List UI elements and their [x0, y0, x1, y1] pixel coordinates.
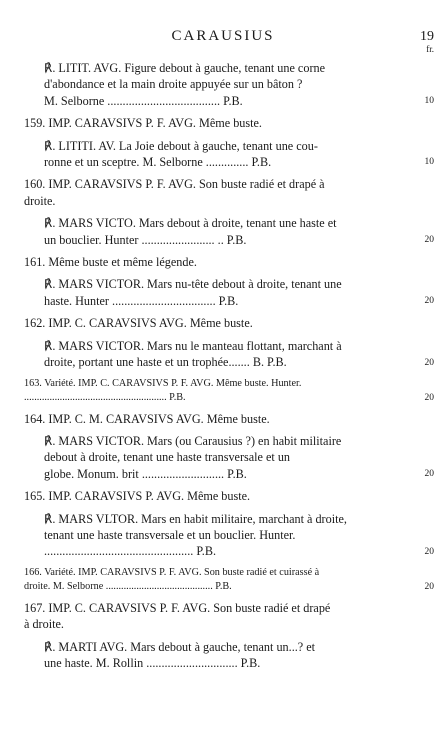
- entry-line: droite. M. Selborne .......................................... P.B.: [24, 580, 232, 592]
- price: 20: [424, 357, 434, 368]
- entry-line: ℟. MARS VICTOR. Mars (ou Carausius ?) en habit militaire: [44, 433, 342, 448]
- price: 20: [424, 546, 434, 557]
- entry-line: 162. IMP. C. CARAVSIVS AVG. Même buste.: [24, 316, 253, 331]
- reverse-entry: [24, 511, 434, 560]
- entry-line: un bouclier. Hunter ........................ .. P.B.: [44, 232, 247, 247]
- price: 20: [424, 581, 434, 592]
- entry-line: ℟. LITIT. AVG. Figure debout à gauche, tenant une corne: [44, 61, 325, 75]
- catalogue-entry: [24, 566, 434, 594]
- reverse-entry: [24, 639, 402, 672]
- price: 20: [424, 469, 434, 480]
- price: 20: [424, 235, 434, 246]
- entry-line: 164. IMP. C. M. CARAVSIVS AVG. Même buste.: [24, 411, 270, 426]
- entry-line: à droite.: [24, 617, 64, 632]
- entry-line: ........................................................ P.B.: [24, 391, 186, 403]
- entry-line: 163. Variété. IMP. C. CARAVSIVS P. F. AVG. Même buste. Hunter.: [24, 377, 302, 389]
- running-header: CARAUSIUS: [171, 28, 275, 44]
- price-unit-label: fr.: [426, 44, 434, 54]
- price: 20: [424, 392, 434, 403]
- reverse-entry: [24, 276, 434, 309]
- entry-line: ronne et un sceptre. M. Selborne .............. P.B.: [44, 155, 272, 170]
- catalogue-entry: [24, 254, 402, 270]
- entry-line: droite.: [24, 193, 56, 208]
- entry-line: 165. IMP. CARAVSIVS P. AVG. Même buste.: [24, 489, 251, 504]
- catalogue-entry: [24, 315, 402, 331]
- catalogue-entry: [24, 115, 402, 131]
- entry-line: 166. Variété. IMP. CARAVSIVS P. F. AVG. Son buste radié et cuirassé à: [24, 566, 320, 578]
- entry-line: tenant une haste transversale et un bouclier. Hunter.: [44, 527, 296, 542]
- entry-line: 160. IMP. CARAVSIVS P. F. AVG. Son buste radié et drapé à: [24, 177, 325, 192]
- entry-line: ℟. MARS VICTOR. Mars nu-tête debout à droite, tenant une: [44, 277, 342, 292]
- entry-line: ℟. MARTI AVG. Mars debout à gauche, tenant un...? et: [44, 639, 316, 654]
- entry-line: 159. IMP. CARAVSIVS P. F. AVG. Même buste.: [24, 116, 262, 131]
- price: 20: [424, 296, 434, 307]
- reverse-entry: [24, 338, 434, 371]
- entry-line: ℟. MARS VLTOR. Mars en habit militaire, marchant à droite,: [44, 511, 347, 526]
- entry-line: haste. Hunter .................................. P.B.: [44, 293, 239, 308]
- reverse-entry: [24, 215, 434, 248]
- entry-line: ................................................. P.B.: [44, 544, 216, 559]
- reverse-entry: [24, 433, 434, 482]
- price: 10: [424, 96, 434, 107]
- catalogue-entry: [24, 411, 402, 427]
- entry-line: M. Selborne ..................................... P.B.: [44, 93, 243, 108]
- reverse-entry: [24, 138, 434, 171]
- entry-line: droite, portant une haste et un trophée....... B. P.B.: [44, 355, 287, 370]
- catalogue-body: [24, 60, 434, 677]
- entry-line: une haste. M. Rollin .............................. P.B.: [44, 655, 261, 670]
- entry-line: ℟. LITITI. AV. La Joie debout à gauche, tenant une cou-: [44, 138, 318, 153]
- catalogue-entry: [24, 176, 402, 209]
- entry-line: 161. Même buste et même légende.: [24, 255, 197, 270]
- entry-line: ℟. MARS VICTOR. Mars nu le manteau flottant, marchant à: [44, 338, 342, 353]
- catalogue-entry: [24, 488, 402, 504]
- page-number-value: 19: [420, 29, 434, 44]
- entry-line: 167. IMP. C. CARAVSIVS P. F. AVG. Son buste radié et drapé: [24, 600, 331, 615]
- entry-line: debout à droite, tenant une haste transversale et un: [44, 450, 291, 465]
- entry-line: ℟. MARS VICTO. Mars debout à droite, tenant une haste et: [44, 216, 337, 231]
- entry-line: d'abondance et la main droite appuyée sur un bâton ?: [44, 77, 303, 92]
- price: 10: [424, 157, 434, 168]
- catalogue-entry: [24, 377, 434, 405]
- page-number: [420, 30, 434, 56]
- reverse-entry: [24, 60, 434, 109]
- entry-line: globe. Monum. brit ........................... P.B.: [44, 466, 247, 481]
- catalogue-entry: [24, 600, 402, 633]
